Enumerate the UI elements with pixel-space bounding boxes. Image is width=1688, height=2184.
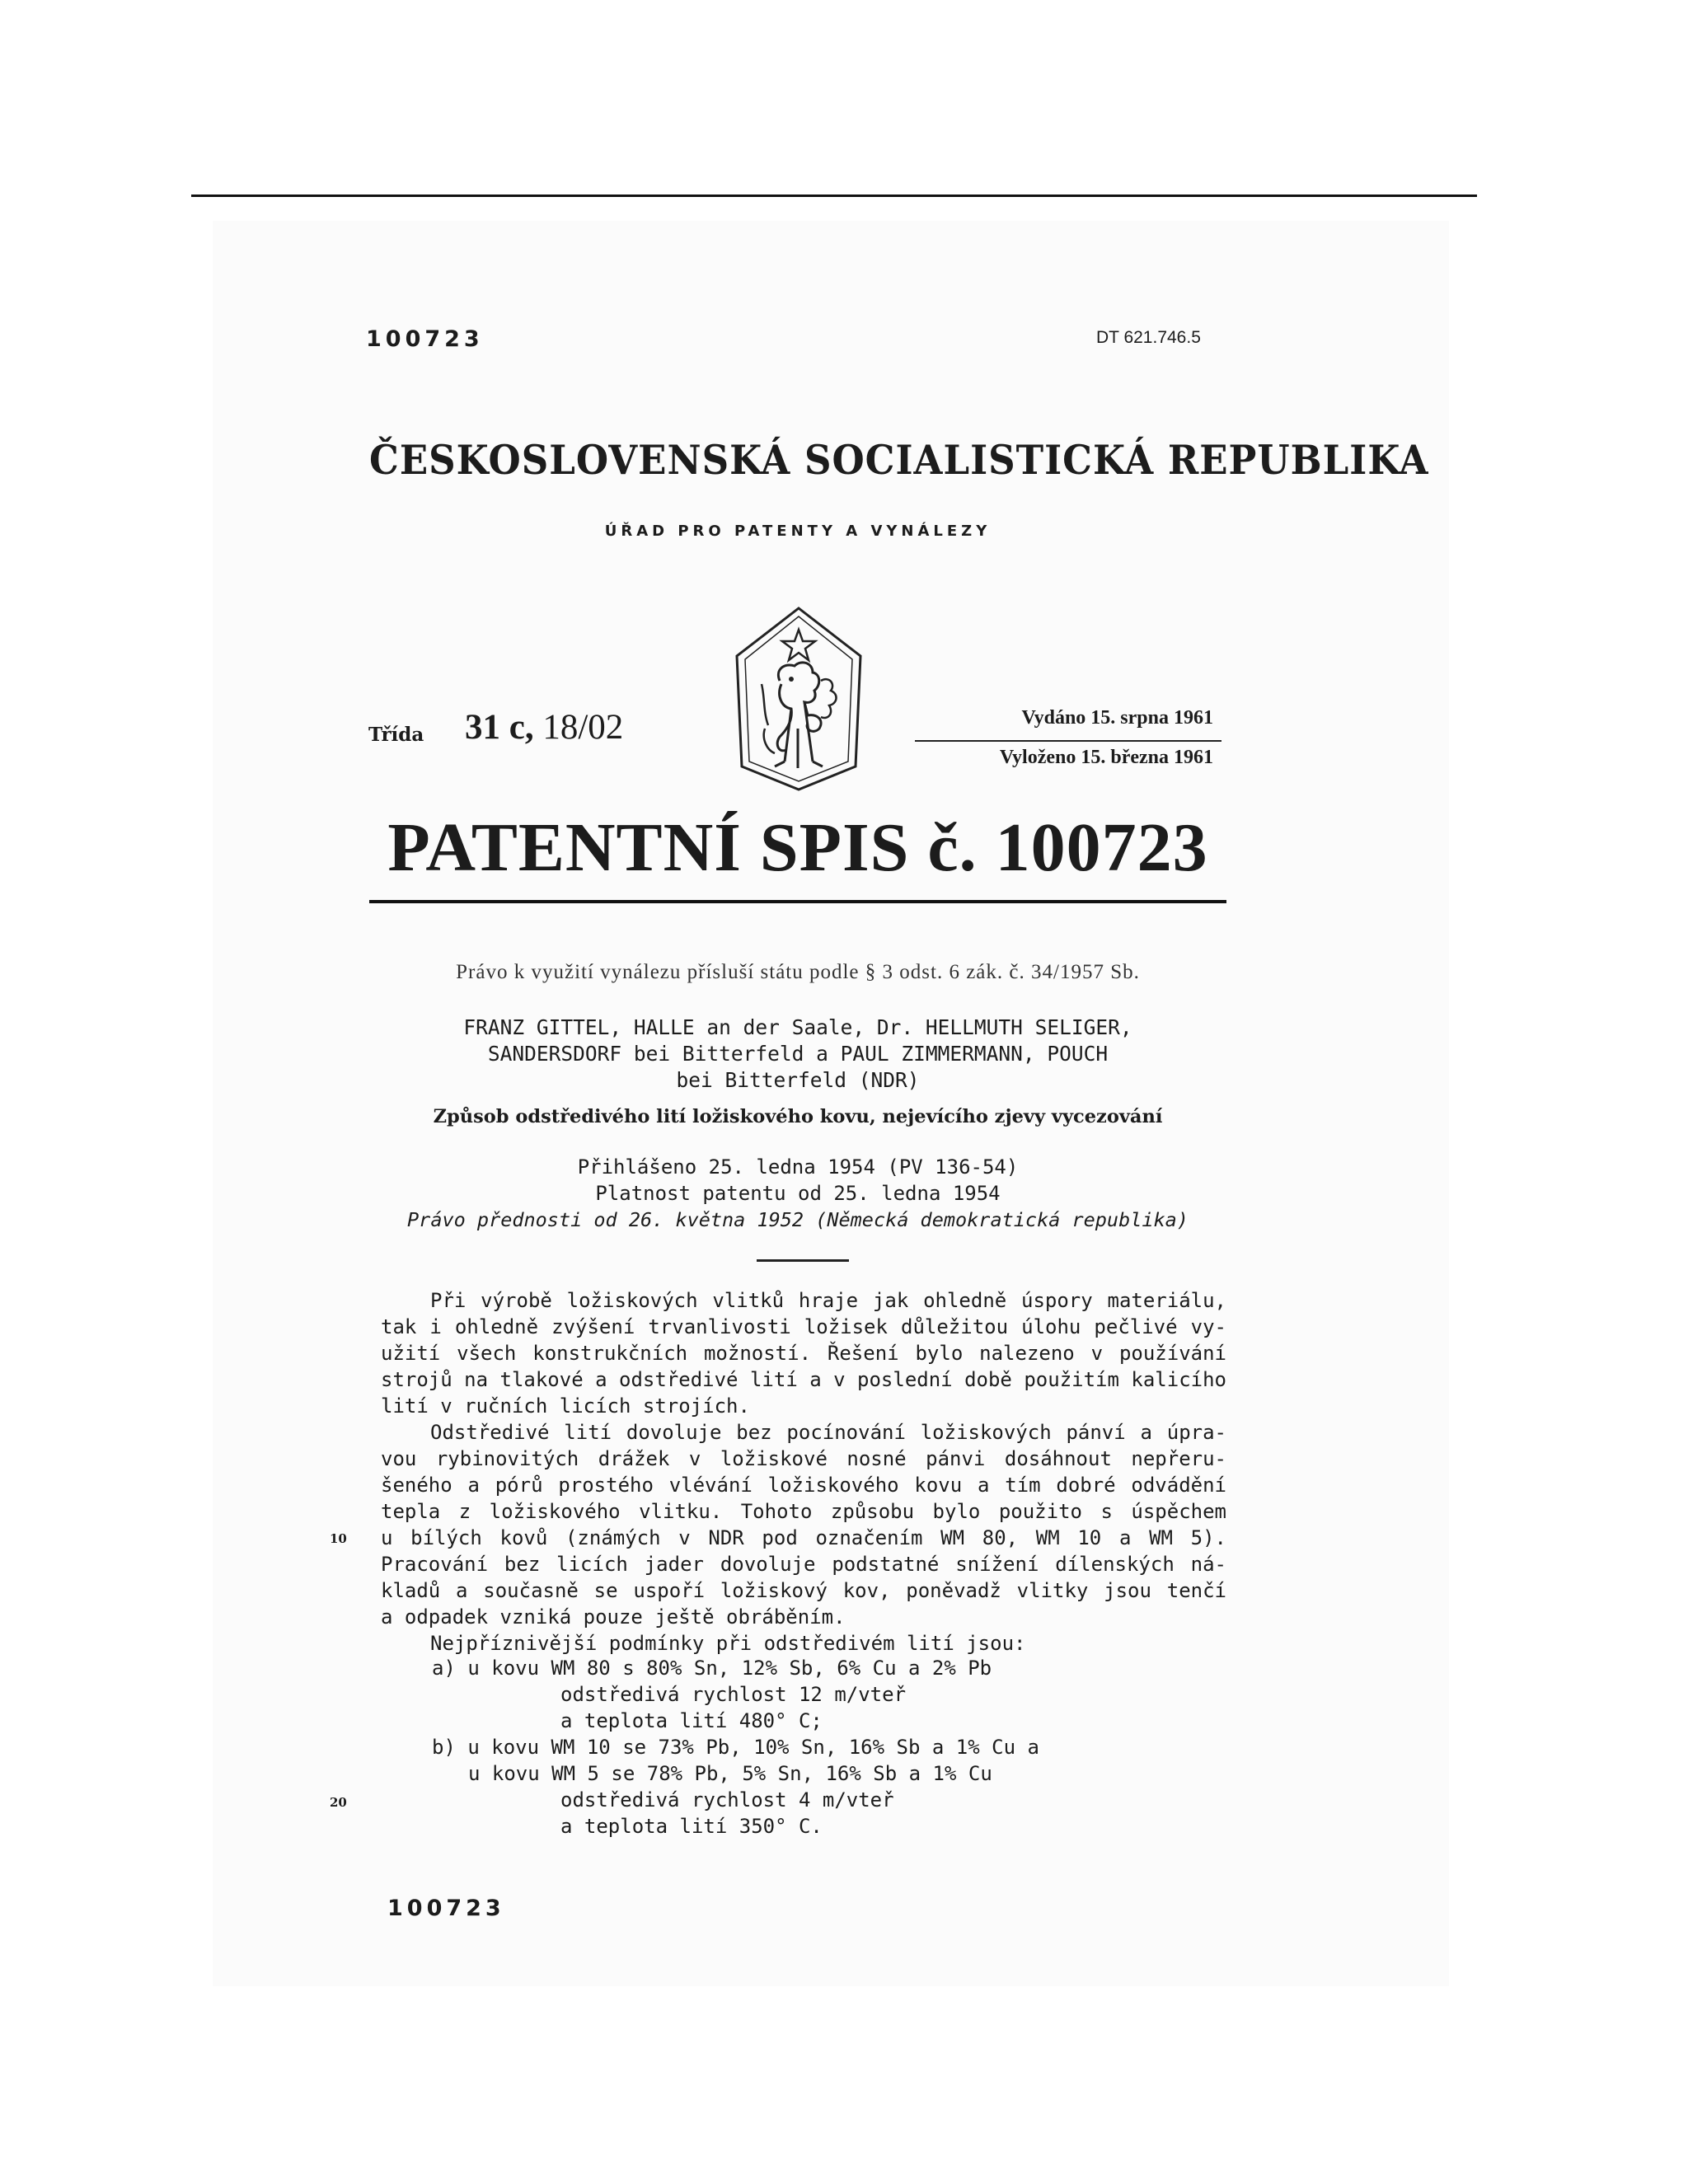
body-line: šeného a pórů prostého vlévání ložiskového kovu a tím dobré odvádění	[381, 1474, 1226, 1497]
patent-title: PATENTNÍ SPIS č. 100723	[387, 809, 1208, 886]
invention-title: Způsob odstředivého lití ložiskového kovu, nejevícího zjevy vycezování	[433, 1106, 1163, 1127]
laid-open-date: Vyloženo 15. března 1961	[999, 747, 1213, 768]
body-line: Nejpříznivější podmínky při odstředivém lití jsou:	[430, 1632, 1026, 1655]
document-number-header: 100723	[366, 326, 484, 352]
condition-line: a teplota lití 350° C.	[560, 1815, 823, 1838]
class-sub: 18/02	[542, 708, 624, 747]
scanned-page	[213, 221, 1449, 1986]
rights-statement: Právo k využití vynálezu přísluší státu podle § 3 odst. 6 zák. č. 34/1957 Sb.	[456, 961, 1140, 983]
condition-line: a) u kovu WM 80 s 80% Sn, 12% Sb, 6% Cu a 2% Pb	[432, 1657, 992, 1680]
priority-claim: Právo přednosti od 26. května 1952 (Německá demokratická republika)	[407, 1208, 1189, 1231]
body-line: kladů a současně se uspoří ložiskový kov, poněvadž vlitky jsou tenčí	[381, 1579, 1226, 1602]
condition-line: b) u kovu WM 10 se 73% Pb, 10% Sn, 16% Sb a 1% Cu a	[432, 1736, 1039, 1759]
body-line: Pracování bez licích jader dovoluje podstatné snížení dílenských ná-	[381, 1553, 1226, 1576]
document-number-footer: 100723	[387, 1896, 505, 1921]
condition-line: u kovu WM 5 se 78% Pb, 5% Sn, 16% Sb a 1% Cu	[468, 1762, 992, 1785]
body-line: strojů na tlakové a odstředivé lití a v poslední době použitím kalicího	[381, 1368, 1226, 1391]
state-emblem-lion-icon	[732, 605, 865, 793]
condition-line: a teplota lití 480° C;	[560, 1709, 823, 1732]
body-line: vou rybinovitých drážek v ložiskové nosné pánvi dosáhnout nepřeru-	[381, 1447, 1226, 1470]
inventors-line: bei Bitterfeld (NDR)	[676, 1068, 920, 1092]
inventors-line: FRANZ GITTEL, HALLE an der Saale, Dr. HELLMUTH SELIGER,	[463, 1015, 1132, 1039]
line-number: 10	[330, 1531, 347, 1546]
body-line: u bílých kovů (známých v NDR pod označením WM 80, WM 10 a WM 5).	[381, 1526, 1226, 1549]
class-label: Třída	[368, 724, 424, 746]
class-main: 31 c,	[465, 708, 534, 747]
body-line: tak i ohledně zvýšení trvanlivosti ložisek důležitou úlohu pečlivé vy-	[381, 1315, 1226, 1338]
date-divider	[915, 740, 1221, 742]
condition-line: odstředivá rychlost 4 m/vteř	[560, 1788, 894, 1811]
dt-classification: DT 621.746.5	[1096, 328, 1201, 347]
section-divider	[757, 1259, 849, 1262]
class-value	[465, 707, 623, 748]
body-line: užití všech konstrukčních možností. Řešení bylo nalezeno v používání	[381, 1342, 1226, 1365]
validity-date: Platnost patentu od 25. ledna 1954	[595, 1182, 1001, 1205]
body-line: tepla z ložiskového vlitku. Tohoto způsobu bylo použito s úspěchem	[381, 1500, 1226, 1523]
body-line: lití v ručních licích strojích.	[381, 1394, 750, 1418]
body-line: Při výrobě ložiskových vlitků hraje jak ohledně úspory materiálu,	[430, 1289, 1226, 1312]
country-heading: ČESKOSLOVENSKÁ SOCIALISTICKÁ REPUBLIKA	[369, 436, 1429, 485]
line-number: 20	[330, 1795, 347, 1810]
body-line: Odstředivé lití dovoluje bez pocínování ložiskových pánví a úpra-	[430, 1421, 1226, 1444]
body-line: a odpadek vzniká pouze ještě obráběním.	[381, 1605, 846, 1629]
top-rule	[191, 194, 1477, 197]
inventors-line: SANDERSDORF bei Bitterfeld a PAUL ZIMMERMANN, POUCH	[487, 1042, 1109, 1066]
title-divider	[369, 900, 1226, 903]
issued-date: Vydáno 15. srpna 1961	[1021, 707, 1213, 729]
condition-line: odstředivá rychlost 12 m/vteř	[560, 1683, 907, 1706]
filed-date: Přihlášeno 25. ledna 1954 (PV 136-54)	[577, 1155, 1019, 1179]
office-name: ÚŘAD PRO PATENTY A VYNÁLEZY	[604, 523, 992, 540]
